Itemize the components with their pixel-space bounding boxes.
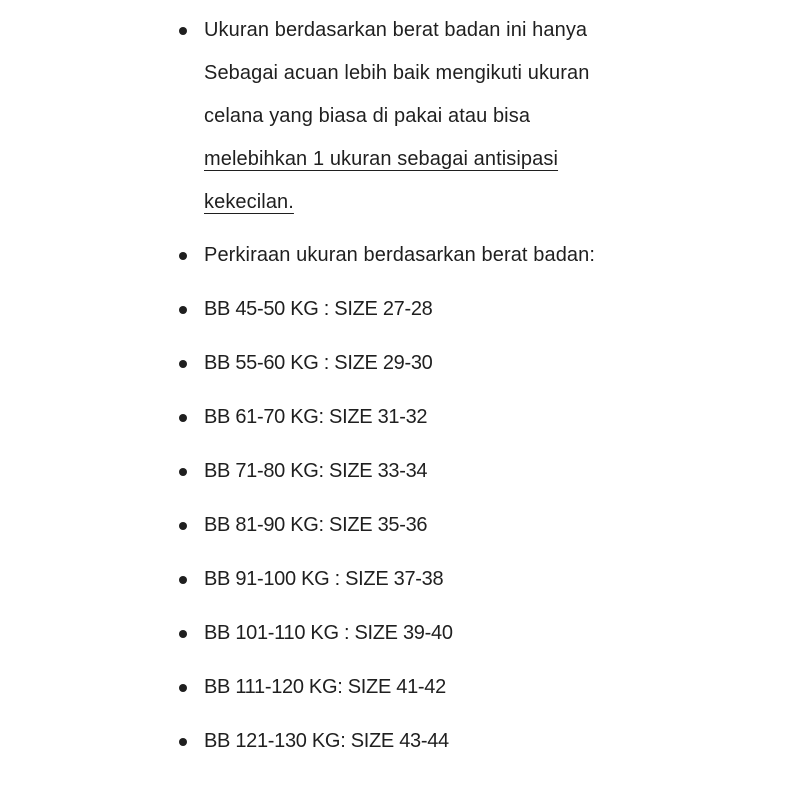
note-line: celana yang biasa di pakai atau bisa — [204, 105, 531, 127]
bullet-icon — [179, 27, 187, 35]
bullet-icon — [179, 684, 187, 692]
size-entry: BB 121-130 KG: SIZE 43-44 — [204, 730, 449, 752]
bullet-icon — [179, 252, 187, 260]
bullet-icon — [179, 468, 187, 476]
size-entry: BB 101-110 KG : SIZE 39-40 — [204, 622, 453, 644]
note-line-underlined: melebihkan 1 ukuran sebagai antisipasi — [204, 148, 559, 170]
bullet-icon — [179, 522, 187, 530]
note-line: Perkiraan ukuran berdasarkan berat badan: — [204, 244, 596, 266]
size-entry: BB 91-100 KG : SIZE 37-38 — [204, 568, 444, 590]
size-entry: BB 71-80 KG: SIZE 33-34 — [204, 460, 428, 482]
note-line-underlined: kekecilan. — [204, 191, 294, 213]
bullet-icon — [179, 576, 187, 584]
size-entry: BB 61-70 KG: SIZE 31-32 — [204, 406, 428, 428]
bullet-icon — [179, 360, 187, 368]
bullet-icon — [179, 414, 187, 422]
note-line: Ukuran berdasarkan berat badan ini hanya — [204, 19, 588, 41]
bullet-icon — [179, 306, 187, 314]
bullet-icon — [179, 738, 187, 746]
size-entry: BB 55-60 KG : SIZE 29-30 — [204, 352, 433, 374]
size-entry: BB 45-50 KG : SIZE 27-28 — [204, 298, 433, 320]
size-entry: BB 81-90 KG: SIZE 35-36 — [204, 514, 428, 536]
size-entry: BB 111-120 KG: SIZE 41-42 — [204, 676, 446, 698]
note-line: Sebagai acuan lebih baik mengikuti ukuran — [204, 62, 590, 84]
bullet-icon — [179, 630, 187, 638]
